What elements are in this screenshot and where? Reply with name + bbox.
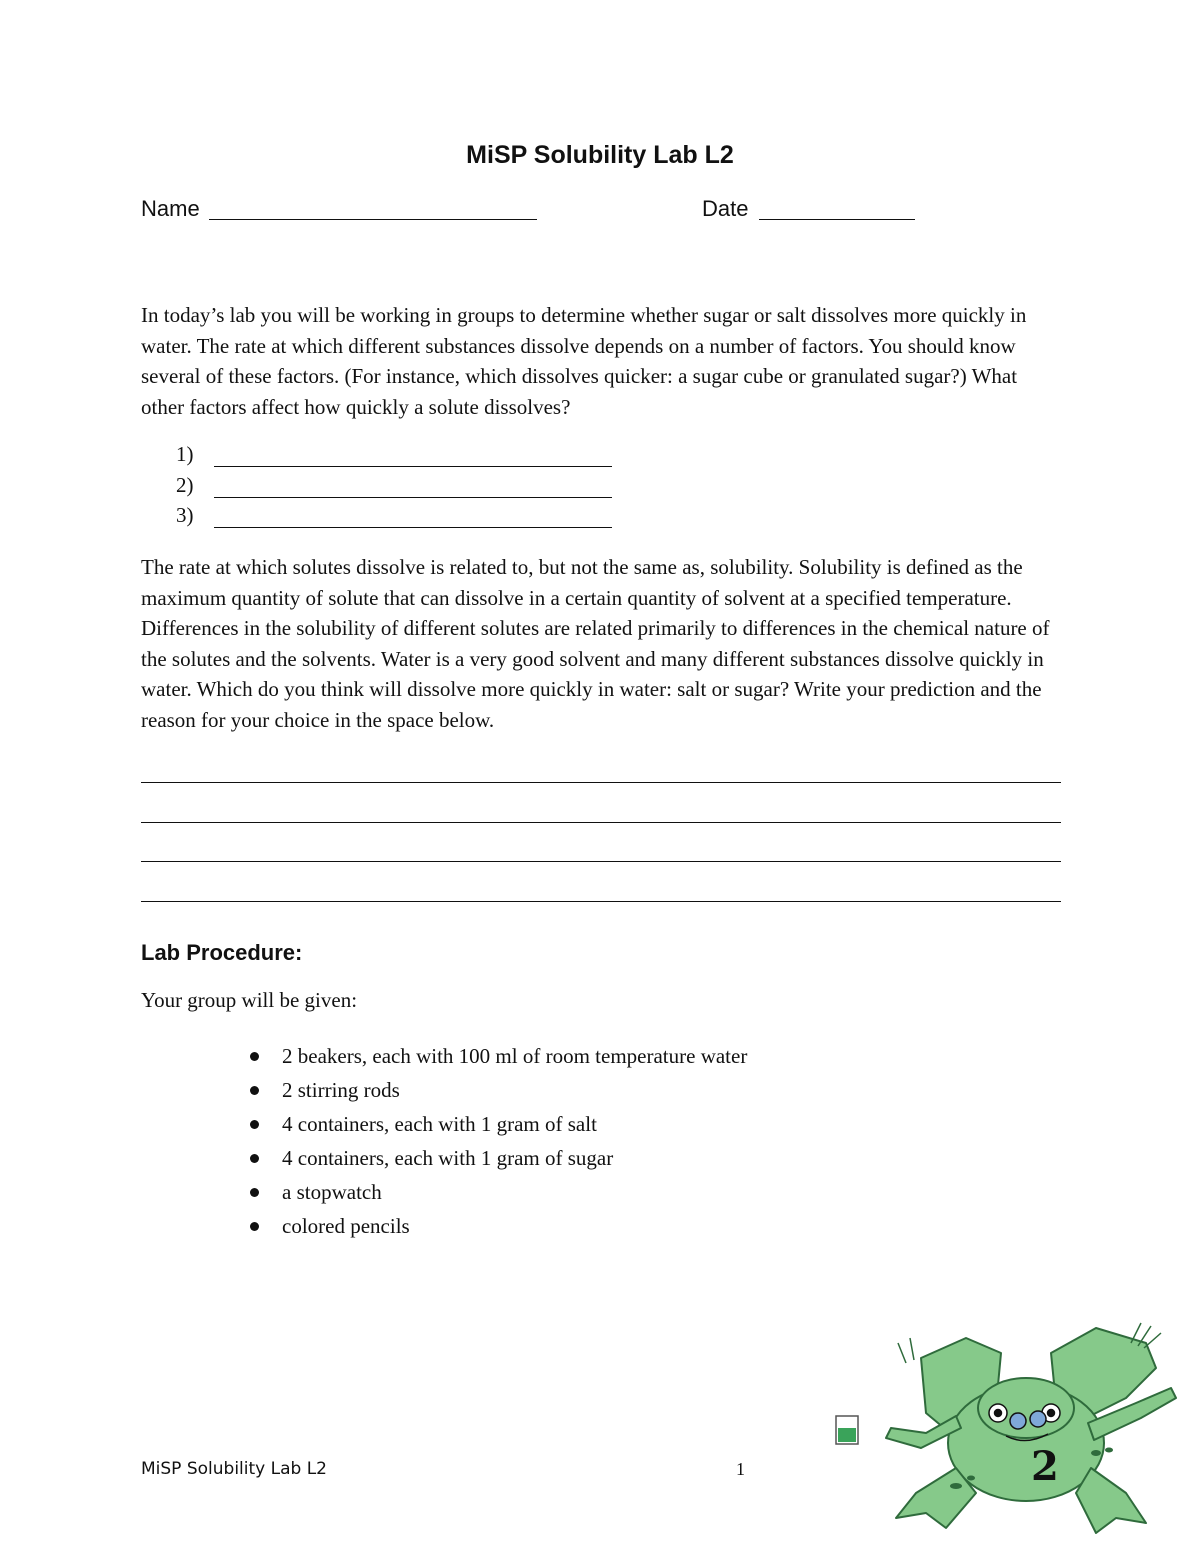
factor-blank[interactable] — [214, 497, 612, 498]
list-item — [246, 1040, 747, 1074]
prediction-line[interactable] — [141, 822, 1061, 823]
list-item — [246, 1074, 747, 1108]
footer-title: MiSP Solubility Lab L2 — [141, 1459, 327, 1479]
bullet-icon — [250, 1222, 259, 1231]
bullet-icon — [250, 1120, 259, 1129]
materials-list — [246, 1040, 747, 1244]
list-item — [246, 1108, 747, 1142]
list-item-text: colored pencils — [282, 1214, 410, 1238]
mascot-number: 2 — [1031, 1443, 1059, 1490]
bullet-icon — [250, 1154, 259, 1163]
list-item-text: 4 containers, each with 1 gram of salt — [282, 1112, 597, 1136]
bullet-icon — [250, 1052, 259, 1061]
page-number: 1 — [736, 1459, 745, 1479]
list-item — [246, 1210, 747, 1244]
solubility-paragraph: The rate at which solutes dissolve is related to, but not the same as, solubility. Solubility is defined as the maximum quantity of solute that can dissolve in a certain quantity of solvent at a specified temperature. Differences in the solubility of different solutes are related primarily to differences in the chemical nature of the solutes and the solvents. Water is a very good solvent and many different substances dissolve quickly in water. Which do you think will dissolve more quickly in water: salt or sugar? Write your prediction and the reason for your choice in the space below. — [141, 555, 1050, 732]
prediction-line[interactable] — [141, 782, 1061, 783]
list-item-text: 2 beakers, each with 100 ml of room temperature water — [282, 1044, 748, 1068]
given-label: Your group will be given: — [141, 988, 358, 1012]
factor-number: 1) — [176, 442, 194, 466]
list-item-text: 4 containers, each with 1 gram of sugar — [282, 1146, 614, 1170]
bullet-icon — [250, 1086, 259, 1095]
bullet-icon — [250, 1188, 259, 1197]
prediction-line[interactable] — [141, 901, 1061, 902]
list-item — [246, 1176, 747, 1210]
frog-mascot-icon — [826, 1318, 1196, 1548]
list-item — [246, 1142, 747, 1176]
name-blank[interactable] — [209, 219, 537, 220]
name-label: Name — [141, 196, 200, 221]
date-label: Date — [702, 196, 749, 221]
name-date-row — [141, 196, 1061, 228]
factor-number: 2) — [176, 472, 194, 497]
list-item-text: 2 stirring rods — [282, 1078, 400, 1102]
factor-blank[interactable] — [214, 527, 612, 528]
procedure-heading: Lab Procedure: — [141, 940, 303, 965]
factor-blank[interactable] — [214, 466, 612, 467]
factor-number: 3) — [176, 503, 194, 527]
prediction-line[interactable] — [141, 861, 1061, 862]
intro-paragraph: In today’s lab you will be working in groups to determine whether sugar or salt dissolves more quickly in water. The rate at which different substances dissolve depends on a number of factors. You should know several of these factors. (For instance, which dissolves quicker: a sugar cube or granulated sugar?) What other factors affect how quickly a solute dissolves? — [141, 303, 1027, 419]
list-item-text: a stopwatch — [282, 1180, 382, 1204]
page-title: MiSP Solubility Lab L2 — [466, 141, 734, 169]
date-blank[interactable] — [759, 219, 915, 220]
